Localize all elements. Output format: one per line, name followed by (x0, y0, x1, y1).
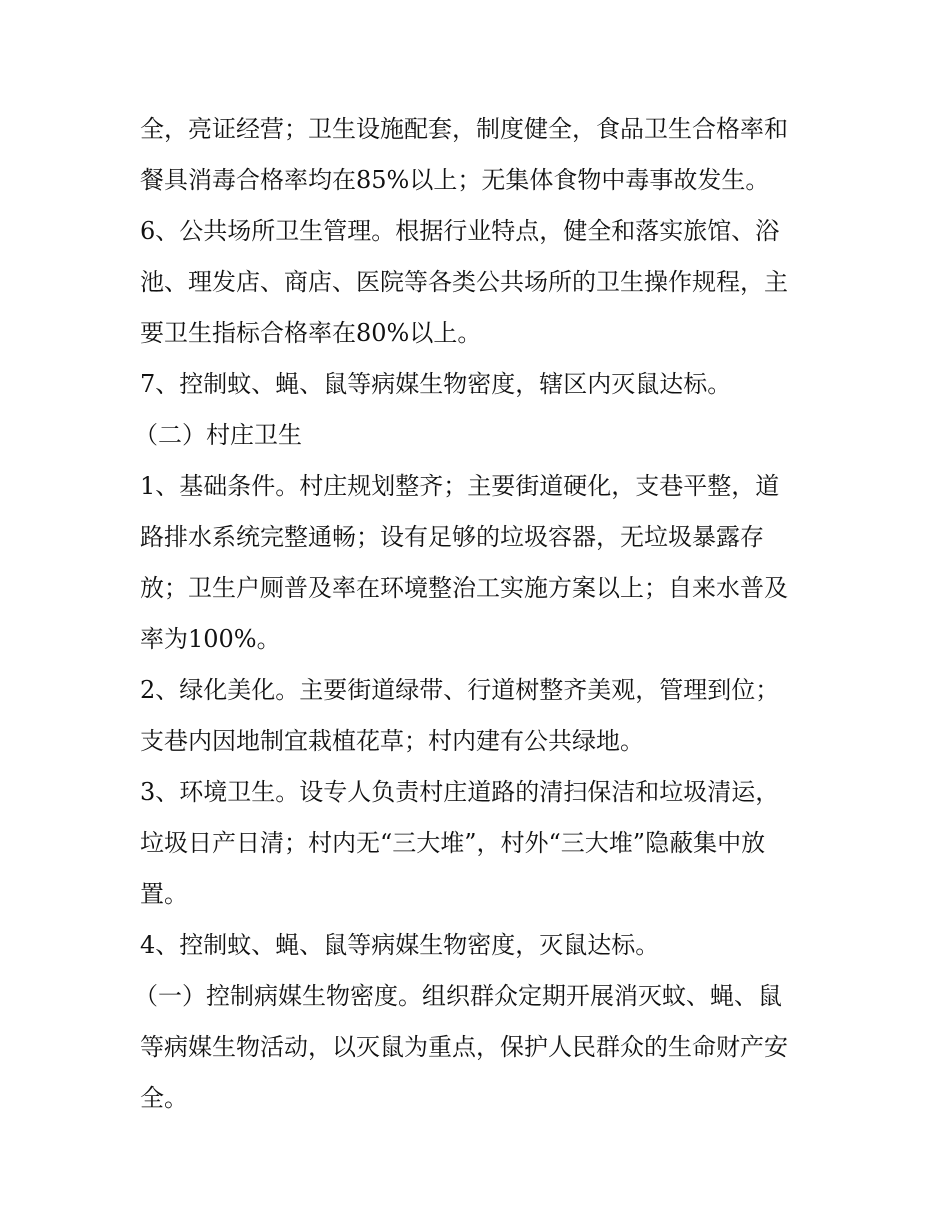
text-line: 餐具消毒合格率均在85%以上；无集体食物中毒事故发生。 (140, 166, 770, 194)
document-body (134, 104, 820, 1124)
section-heading: （二）村庄卫生 (134, 421, 302, 449)
text-line: 路排水系统完整通畅；设有足够的垃圾容器，无垃圾暴露存 (140, 523, 764, 551)
text-line: 要卫生指标合格率在80%以上。 (140, 319, 482, 347)
text-line: 等病媒生物活动，以灭鼠为重点，保护人民群众的生命财产安 (140, 1033, 788, 1061)
text-line: 垃圾日产日清；村内无“三大堆”，村外“三大堆”隐蔽集中放 (140, 829, 766, 857)
text-line: 置。 (140, 880, 188, 908)
text-line: 1、基础条件。村庄规划整齐；主要街道硬化，支巷平整，道 (140, 472, 780, 500)
text-line: 3、环境卫生。设专人负责村庄道路的清扫保洁和垃圾清运， (140, 778, 780, 806)
text-line: 率为100%。 (140, 625, 281, 653)
text-line: 7、控制蚊、蝇、鼠等病媒生物密度，辖区内灭鼠达标。 (140, 370, 732, 398)
text-line: 放；卫生户厕普及率在环境整治工实施方案以上；自来水普及 (140, 574, 788, 602)
text-line: 支巷内因地制宜栽植花草；村内建有公共绿地。 (140, 727, 644, 755)
text-line: 全，亮证经营；卫生设施配套，制度健全，食品卫生合格率和 (140, 115, 788, 143)
text-line: 4、控制蚊、蝇、鼠等病媒生物密度，灭鼠达标。 (140, 931, 660, 959)
text-line: 6、公共场所卫生管理。根据行业特点，健全和落实旅馆、浴 (140, 217, 780, 245)
text-line: 池、理发店、商店、医院等各类公共场所的卫生操作规程，主 (140, 268, 788, 296)
text-line: 全。 (140, 1084, 188, 1112)
text-line: 2、绿化美化。主要街道绿带、行道树整齐美观，管理到位； (140, 676, 780, 704)
section-heading: （一）控制病媒生物密度。组织群众定期开展消灭蚊、蝇、鼠 (134, 982, 782, 1010)
